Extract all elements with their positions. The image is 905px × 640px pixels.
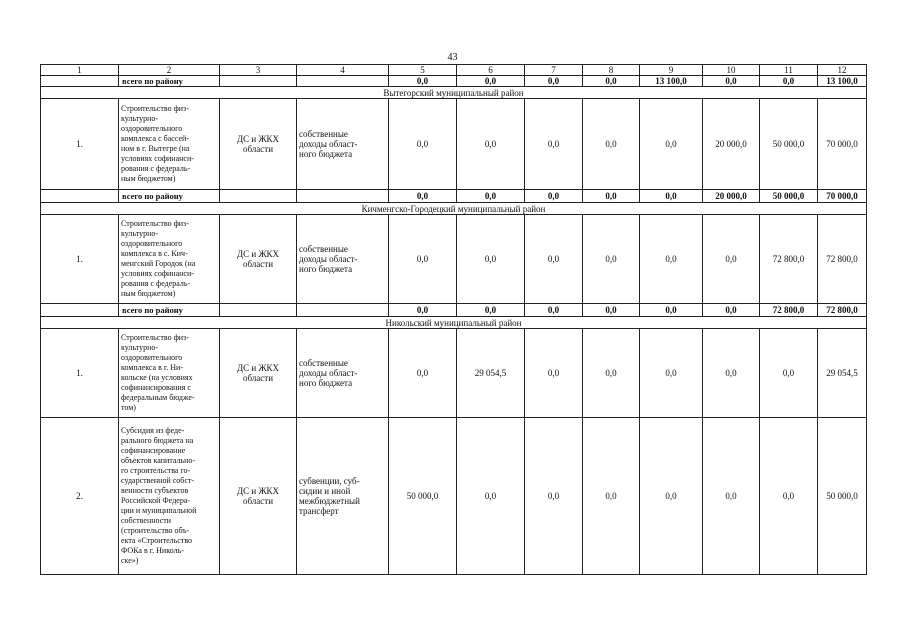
amount-value: 29 054,5	[818, 329, 867, 418]
total-empty-cell	[41, 190, 119, 203]
column-number: 3	[220, 65, 297, 76]
amount-value: 0,0	[640, 99, 703, 190]
total-value: 0,0	[583, 76, 640, 87]
total-value: 0,0	[457, 76, 525, 87]
amount-value: 0,0	[457, 418, 525, 575]
total-value: 0,0	[525, 304, 583, 317]
amount-value: 0,0	[389, 215, 457, 304]
total-value: 72 800,0	[818, 304, 867, 317]
row-number: 1.	[41, 329, 119, 418]
column-number: 12	[818, 65, 867, 76]
amount-value: 0,0	[760, 418, 818, 575]
amount-value: 0,0	[703, 329, 760, 418]
amount-value: 0,0	[525, 99, 583, 190]
total-value: 0,0	[640, 304, 703, 317]
executor: ДС и ЖКХ области	[220, 215, 297, 304]
total-empty-cell	[220, 304, 297, 317]
row-number: 2.	[41, 418, 119, 575]
column-number: 2	[119, 65, 220, 76]
funding-source: собственные доходы област- ного бюджета	[297, 215, 389, 304]
total-value: 50 000,0	[760, 190, 818, 203]
amount-value: 29 054,5	[457, 329, 525, 418]
district-name: Вытегорский муниципальный район	[41, 87, 867, 99]
funding-source: собственные доходы област- ного бюджета	[297, 329, 389, 418]
amount-value: 0,0	[525, 418, 583, 575]
column-number: 1	[41, 65, 119, 76]
amount-value: 0,0	[703, 215, 760, 304]
total-empty-cell	[41, 304, 119, 317]
project-description: Строительство физ- культурно- оздоровительного комплекса с бассей- ном в г. Вытегре (на условиях софинанси- рования с федераль- ным бюджетом)	[119, 99, 220, 190]
amount-value: 0,0	[457, 99, 525, 190]
amount-value: 0,0	[389, 329, 457, 418]
column-number-row	[41, 65, 867, 76]
project-row	[41, 329, 867, 418]
total-value: 0,0	[389, 304, 457, 317]
amount-value: 50 000,0	[818, 418, 867, 575]
total-value: 0,0	[703, 76, 760, 87]
total-label: всего по району	[119, 304, 220, 317]
total-value: 0,0	[457, 190, 525, 203]
amount-value: 20 000,0	[703, 99, 760, 190]
row-number: 1.	[41, 99, 119, 190]
executor: ДС и ЖКХ области	[220, 329, 297, 418]
total-label: всего по району	[119, 76, 220, 87]
district-name: Кичменгско-Городецкий муниципальный район	[41, 203, 867, 215]
amount-value: 0,0	[583, 418, 640, 575]
column-number: 8	[583, 65, 640, 76]
amount-value: 0,0	[583, 329, 640, 418]
amount-value: 50 000,0	[760, 99, 818, 190]
column-number: 7	[525, 65, 583, 76]
table-body	[41, 65, 867, 575]
total-value: 0,0	[525, 190, 583, 203]
project-description: Строительство физ- культурно- оздоровительного комплекса в г. Ни- кольске (на условиях софинансирования с федеральным бюдже- том)	[119, 329, 220, 418]
total-value: 20 000,0	[703, 190, 760, 203]
amount-value: 0,0	[389, 99, 457, 190]
amount-value: 0,0	[525, 215, 583, 304]
total-value: 0,0	[525, 76, 583, 87]
project-row	[41, 215, 867, 304]
amount-value: 0,0	[640, 418, 703, 575]
total-value: 0,0	[389, 76, 457, 87]
district-total-row	[41, 190, 867, 203]
funding-source: субвенции, суб- сидии и иной межбюджетный трансферт	[297, 418, 389, 575]
column-number: 10	[703, 65, 760, 76]
amount-value: 0,0	[640, 215, 703, 304]
amount-value: 72 800,0	[818, 215, 867, 304]
project-row	[41, 418, 867, 575]
amount-value: 0,0	[457, 215, 525, 304]
amount-value: 72 800,0	[760, 215, 818, 304]
total-label: всего по району	[119, 190, 220, 203]
project-description: Строительство физ- культурно- оздоровительного комплекса в с. Кич- менгский Городок (на условиях софинанси- рования с федераль- ным бюджетом)	[119, 215, 220, 304]
executor: ДС и ЖКХ области	[220, 418, 297, 575]
amount-value: 0,0	[703, 418, 760, 575]
column-number: 11	[760, 65, 818, 76]
total-value: 0,0	[760, 76, 818, 87]
district-header-row	[41, 203, 867, 215]
total-empty-cell	[220, 76, 297, 87]
amount-value: 0,0	[640, 329, 703, 418]
project-row	[41, 99, 867, 190]
page-number: 43	[447, 52, 458, 63]
amount-value: 70 000,0	[818, 99, 867, 190]
column-number: 9	[640, 65, 703, 76]
amount-value: 0,0	[760, 329, 818, 418]
top-total-row	[41, 76, 867, 87]
district-header-row	[41, 87, 867, 99]
total-empty-cell	[220, 190, 297, 203]
amount-value: 0,0	[525, 329, 583, 418]
amount-value: 50 000,0	[389, 418, 457, 575]
executor: ДС и ЖКХ области	[220, 99, 297, 190]
amount-value: 0,0	[583, 215, 640, 304]
budget-table	[40, 64, 867, 575]
column-number: 6	[457, 65, 525, 76]
total-value: 0,0	[457, 304, 525, 317]
total-value: 0,0	[640, 190, 703, 203]
amount-value: 0,0	[583, 99, 640, 190]
total-value: 13 100,0	[818, 76, 867, 87]
total-value: 70 000,0	[818, 190, 867, 203]
total-value: 0,0	[703, 304, 760, 317]
total-value: 0,0	[389, 190, 457, 203]
total-value: 72 800,0	[760, 304, 818, 317]
district-name: Никольский муниципальный район	[41, 317, 867, 329]
total-value: 0,0	[583, 190, 640, 203]
total-value: 0,0	[583, 304, 640, 317]
row-number: 1.	[41, 215, 119, 304]
district-header-row	[41, 317, 867, 329]
total-empty-cell	[41, 76, 119, 87]
funding-source: собственные доходы област- ного бюджета	[297, 99, 389, 190]
district-total-row	[41, 304, 867, 317]
total-empty-cell	[297, 304, 389, 317]
project-description: Субсидия из феде- рального бюджета на софинансирование объектов капитально- го строительства го- сударственной собст- венности субъектов Российской Федера- ции и муниципальной собственности (строительство объ- екта «Строительство ФОКа в г. Николь- ске»)	[119, 418, 220, 575]
total-empty-cell	[297, 76, 389, 87]
total-empty-cell	[297, 190, 389, 203]
column-number: 5	[389, 65, 457, 76]
column-number: 4	[297, 65, 389, 76]
total-value: 13 100,0	[640, 76, 703, 87]
